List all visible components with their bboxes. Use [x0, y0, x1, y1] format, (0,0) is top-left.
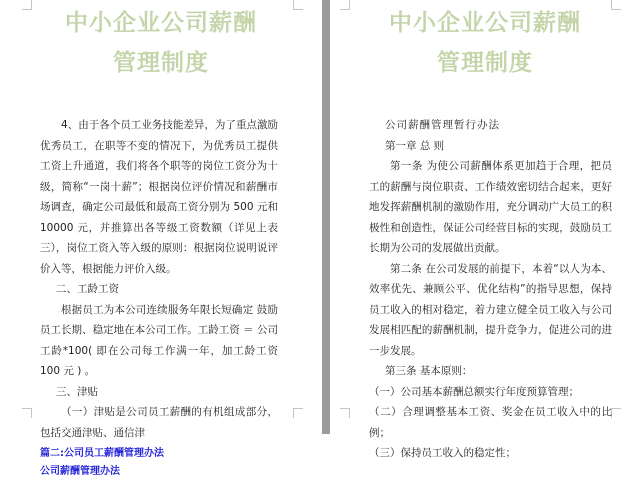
paragraph: 4、由于各个员工业务技能差异，为了重点激励优秀员工，在职等不变的情况下，为优秀员工提供工资上升通道，我们将各个职等的岗位工资分为十级，简称“一岗十薪”；根据岗位评价情况和薪酬市场调查，确定公司最低和最高工资分别为 500 元和 10000 元，并推算出各等级工资数额（详见上表三），岗位工资入等入级的原则：根据岗位说明说评价入等，根据能力评价入级。 — [40, 119, 278, 275]
section-heading: 二、工龄工资 — [56, 283, 119, 295]
article-paragraph: 第一条 为使公司薪酬体系更加趋于合理，把员工的薪酬与岗位职责、工作绩效密切结合起来，更好地发挥薪酬机制的激励作用，充分调动广大员工的积极性和创造性，保证公司经营目标的实现，鼓励员工长期为公司的发展做出贡献。 — [369, 160, 612, 254]
left-body-text — [40, 115, 278, 481]
page-title-line2: 管理制度 — [437, 50, 533, 76]
list-item: （三）保持员工收入的稳定性； — [369, 447, 516, 459]
article-link[interactable]: 公司薪酬管理办法 — [40, 466, 120, 477]
page-title-line1: 中小企业公司薪酬 — [389, 10, 581, 36]
paragraph: 根据员工为本公司连续服务年限长短确定 鼓励员工长期、稳定地在本公司工作。工龄工资 ＝ 公司工龄*100( 即在公司每工作满一年，加工龄工资 100 元 ) 。 — [40, 303, 278, 377]
page-title-line1: 中小企业公司薪酬 — [65, 10, 257, 36]
page-gutter — [322, 0, 330, 434]
article-heading: 第三条 基本原则： — [385, 365, 473, 377]
crop-mark — [611, 408, 621, 418]
crop-mark — [22, 408, 32, 418]
chapter-heading: 第一章 总 则 — [385, 139, 445, 152]
crop-mark — [340, 408, 350, 418]
left-page — [0, 0, 322, 477]
list-item: （二）合理调整基本工资、奖金在员工收入中的比例； — [369, 406, 612, 439]
list-item: （一）公司基本薪酬总额实行年度预算管理； — [369, 385, 579, 398]
article-link[interactable]: 篇二:公司员工薪酬管理办法 — [40, 448, 164, 459]
document-heading: 公司薪酬管理暂行办法 — [385, 119, 500, 131]
article-paragraph: 第二条 在公司发展的前提下，本着“以人为本、效率优先、兼顾公平、优化结构”的指导思想，保持员工收入的相对稳定，着力建立健全员工收入与公司发展相匹配的薪酬机制，提升竞争力，促进公司的进一步发展。 — [369, 262, 612, 357]
crop-mark — [293, 408, 303, 418]
right-page — [330, 0, 640, 459]
right-body-text — [369, 115, 612, 464]
page-title-line2: 管理制度 — [113, 50, 209, 76]
paragraph: （一）津贴是公司员工薪酬的有机组成部分，包括交通津贴、通信津 — [40, 406, 278, 439]
section-heading: 三、津贴 — [56, 385, 98, 398]
